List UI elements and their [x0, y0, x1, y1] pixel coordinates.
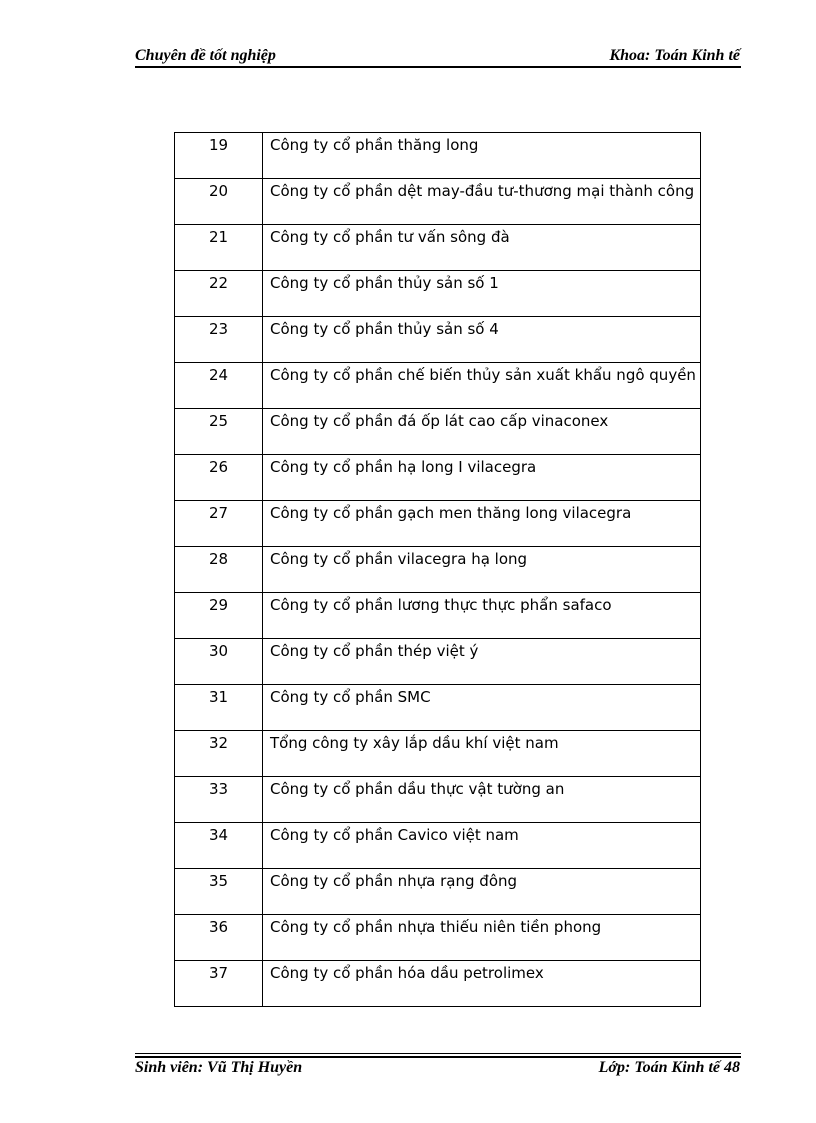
company-table-body [175, 133, 701, 1007]
footer-class: Lớp: Toán Kinh tế 48 [598, 1059, 740, 1076]
row-number: 20 [175, 179, 263, 225]
company-name: Công ty cổ phần chế biến thủy sản xuất khẩu ngô quyền [263, 363, 701, 409]
row-number: 22 [175, 271, 263, 317]
company-table [174, 132, 701, 1007]
table-row [175, 869, 701, 915]
table-row [175, 777, 701, 823]
company-name: Công ty cổ phần gạch men thăng long vilacegra [263, 501, 701, 547]
table-row [175, 961, 701, 1007]
company-name: Công ty cổ phần thủy sản số 1 [263, 271, 701, 317]
footer-rule-thin [135, 1053, 741, 1054]
company-name: Công ty cổ phần hạ long I vilacegra [263, 455, 701, 501]
table-row [175, 639, 701, 685]
table-row [175, 363, 701, 409]
row-number: 36 [175, 915, 263, 961]
footer-student: Sinh viên: Vũ Thị Huyền [135, 1059, 303, 1076]
row-number: 35 [175, 869, 263, 915]
row-number: 33 [175, 777, 263, 823]
page-header [135, 46, 740, 66]
company-name: Công ty cổ phần tư vấn sông đà [263, 225, 701, 271]
table-row [175, 731, 701, 777]
company-name: Công ty cổ phần vilacegra hạ long [263, 547, 701, 593]
company-name: Công ty cổ phần thép việt ý [263, 639, 701, 685]
table-row [175, 317, 701, 363]
company-name: Công ty cổ phần thủy sản số 4 [263, 317, 701, 363]
row-number: 28 [175, 547, 263, 593]
row-number: 29 [175, 593, 263, 639]
table-row [175, 593, 701, 639]
row-number: 30 [175, 639, 263, 685]
table-row [175, 133, 701, 179]
company-name: Công ty cổ phần thăng long [263, 133, 701, 179]
table-row [175, 455, 701, 501]
company-name: Công ty cổ phần dệt may-đầu tư-thương mại thành công [263, 179, 701, 225]
table-row [175, 179, 701, 225]
header-rule [135, 66, 741, 68]
company-name: Công ty cổ phần Cavico việt nam [263, 823, 701, 869]
row-number: 21 [175, 225, 263, 271]
table-row [175, 547, 701, 593]
table-row [175, 225, 701, 271]
row-number: 37 [175, 961, 263, 1007]
company-name: Công ty cổ phần hóa dầu petrolimex [263, 961, 701, 1007]
company-name: Công ty cổ phần nhựa rạng đông [263, 869, 701, 915]
company-name: Công ty cổ phần dầu thực vật tường an [263, 777, 701, 823]
row-number: 32 [175, 731, 263, 777]
header-department: Khoa: Toán Kinh tế [609, 47, 740, 64]
company-name: Công ty cổ phần đá ốp lát cao cấp vinaconex [263, 409, 701, 455]
row-number: 25 [175, 409, 263, 455]
row-number: 24 [175, 363, 263, 409]
table-row [175, 685, 701, 731]
company-name: Tổng công ty xây lắp dầu khí việt nam [263, 731, 701, 777]
row-number: 34 [175, 823, 263, 869]
row-number: 31 [175, 685, 263, 731]
table-row [175, 501, 701, 547]
company-name: Công ty cổ phần lương thực thực phẩn safaco [263, 593, 701, 639]
table-row [175, 271, 701, 317]
row-number: 23 [175, 317, 263, 363]
table-row [175, 915, 701, 961]
company-name: Công ty cổ phần nhựa thiếu niên tiền phong [263, 915, 701, 961]
company-name: Công ty cổ phần SMC [263, 685, 701, 731]
row-number: 27 [175, 501, 263, 547]
row-number: 19 [175, 133, 263, 179]
header-title: Chuyên đề tốt nghiệp [135, 47, 276, 64]
table-row [175, 409, 701, 455]
row-number: 26 [175, 455, 263, 501]
table-row [175, 823, 701, 869]
page-footer [135, 1058, 740, 1078]
